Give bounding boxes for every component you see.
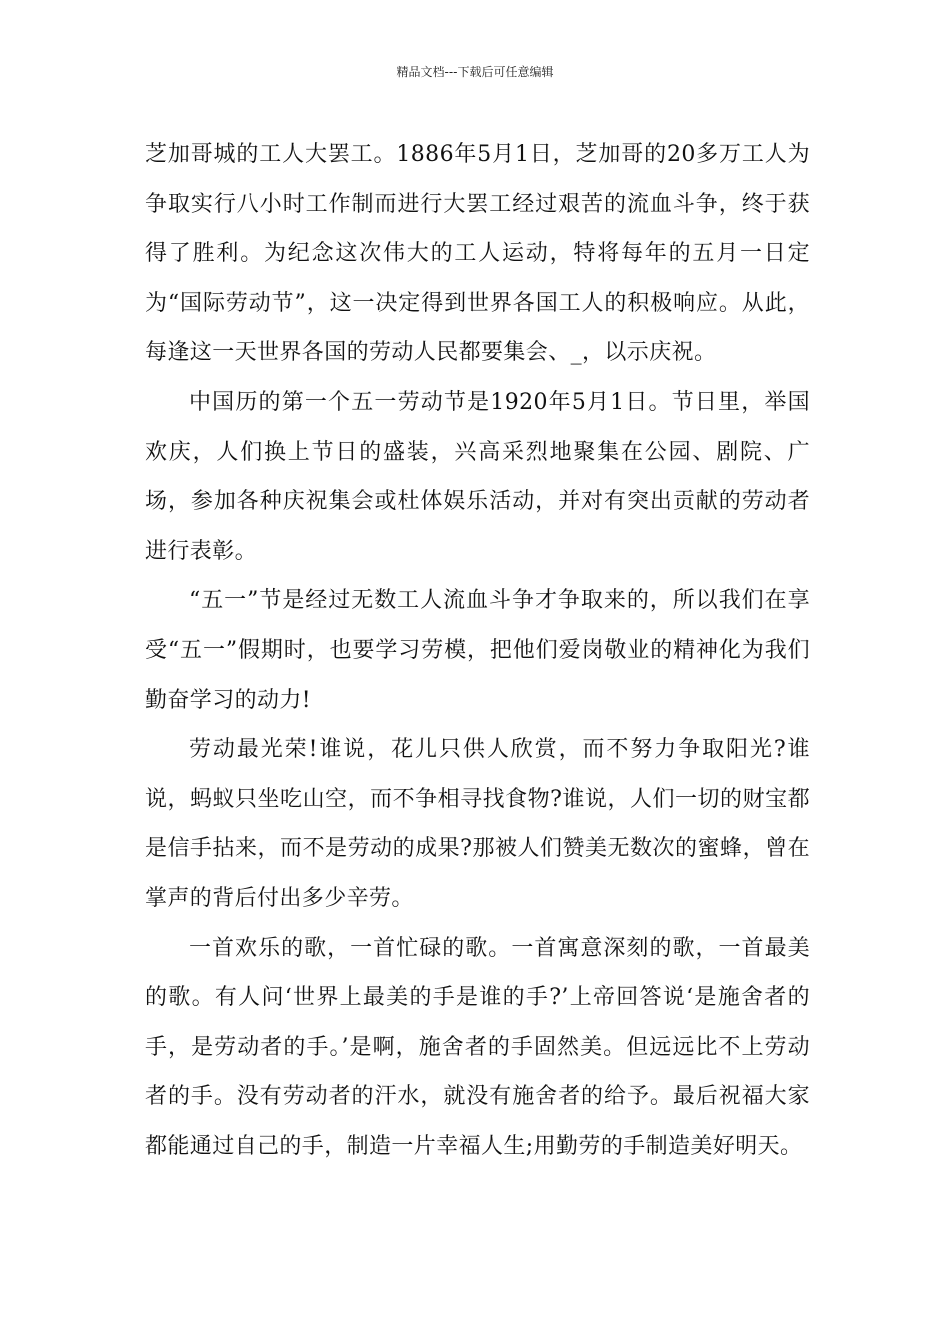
document-body <box>145 130 810 1171</box>
paragraph-5: 一首欢乐的歌，一首忙碌的歌。一首寓意深刻的歌，一首最美的歌。有人问‘世界上最美的手是谁的手?’上帝回答说‘是施舍者的手，是劳动者的手。’是啊，施舍者的手固然美。但远远比不上劳动者的手。没有劳动者的汗水，就没有施舍者的给予。最后祝福大家都能通过自己的手，制造一片幸福人生;用勤劳的手制造美好明天。 <box>145 935 810 1159</box>
paragraph-1: 芝加哥城的工人大罢工。1886年5月1日，芝加哥的20多万工人为争取实行八小时工作制而进行大罢工经过艰苦的流血斗争，终于获得了胜利。为纪念这次伟大的工人运动，特将每年的五月一日定为“国际劳动节”，这一决定得到世界各国工人的积极响应。从此，每逢这一天世界各国的劳动人民都要集会、_，以示庆祝。 <box>145 142 810 366</box>
page-header: 精品文档---下载后可任意编辑 <box>396 65 554 79</box>
paragraph-2: 中国历的第一个五一劳动节是1920年5月1日。节日里，举国欢庆，人们换上节日的盛装，兴高采烈地聚集在公园、剧院、广场，参加各种庆祝集会或杜体娱乐活动，并对有突出贡献的劳动者进行表彰。 <box>145 389 810 564</box>
paragraph-4: 劳动最光荣!谁说，花儿只供人欣赏，而不努力争取阳光?谁说，蚂蚁只坐吃山空，而不争相寻找食物?谁说，人们一切的财宝都是信手拈来，而不是劳动的成果?那被人们赞美无数次的蜜蜂，曾在掌声的背后付出多少辛劳。 <box>145 737 810 911</box>
paragraph-3: “五一”节是经过无数工人流血斗争才争取来的，所以我们在享受“五一”假期时，也要学习劳模，把他们爱岗敬业的精神化为我们勤奋学习的动力! <box>145 588 810 713</box>
